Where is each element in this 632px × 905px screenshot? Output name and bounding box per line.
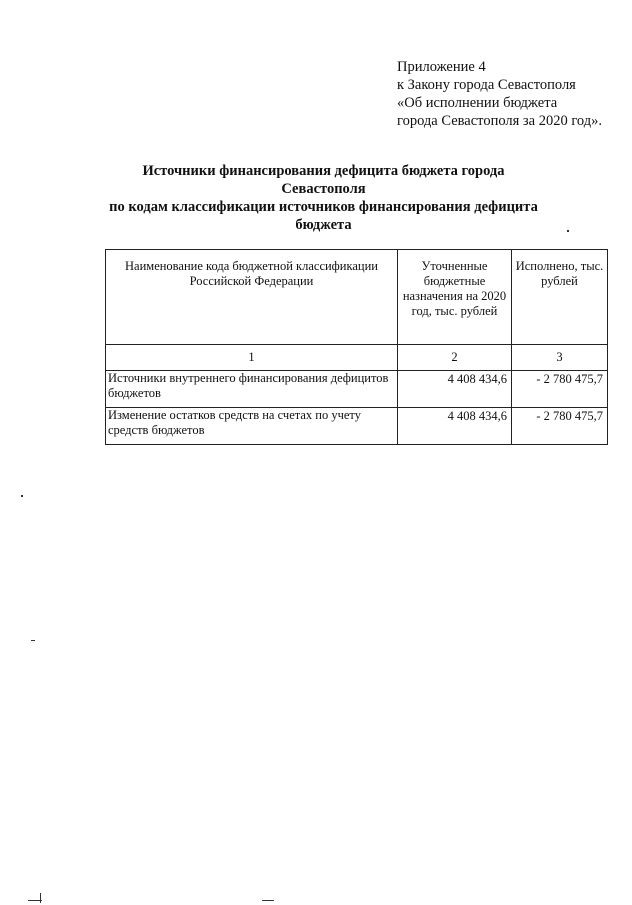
scan-speck — [567, 230, 569, 232]
table-header-row — [106, 250, 608, 345]
row-name: Изменение остатков средств на счетах по учету средств бюджетов — [106, 408, 398, 445]
appendix-line: города Севастополя за 2020 год». — [397, 113, 602, 129]
column-header-name: Наименование кода бюджетной классификации Российской Федерации — [106, 250, 398, 345]
scan-speck — [40, 893, 41, 903]
column-header-executed: Исполнено, тыс. рублей — [512, 250, 608, 345]
scan-speck — [31, 640, 35, 641]
row-executed: - 2 780 475,7 — [512, 371, 608, 408]
title-line: бюджета — [295, 217, 352, 233]
column-header-planned: Уточненные бюджетные назначения на 2020 год, тыс. рублей — [398, 250, 512, 345]
column-numbers-row — [106, 345, 608, 371]
appendix-line: «Об исполнении бюджета — [397, 95, 558, 111]
appendix-line: Приложение 4 — [397, 59, 486, 75]
scan-speck — [262, 900, 274, 901]
title-line: по кодам классификации источников финансирования дефицита — [109, 199, 538, 215]
scan-speck — [21, 495, 23, 497]
row-planned: 4 408 434,6 — [398, 408, 512, 445]
financing-sources-table — [105, 249, 608, 445]
table-row — [106, 371, 608, 408]
title-line: Источники финансирования дефицита бюджета города Севастополя — [142, 163, 505, 197]
table-row — [106, 408, 608, 445]
appendix-line: к Закону города Севастополя — [397, 77, 576, 93]
appendix-block — [397, 58, 602, 130]
column-number: 1 — [106, 345, 398, 371]
document-title — [100, 162, 547, 234]
row-name: Источники внутреннего финансирования дефицитов бюджетов — [106, 371, 398, 408]
row-executed: - 2 780 475,7 — [512, 408, 608, 445]
column-number: 3 — [512, 345, 608, 371]
row-planned: 4 408 434,6 — [398, 371, 512, 408]
column-number: 2 — [398, 345, 512, 371]
